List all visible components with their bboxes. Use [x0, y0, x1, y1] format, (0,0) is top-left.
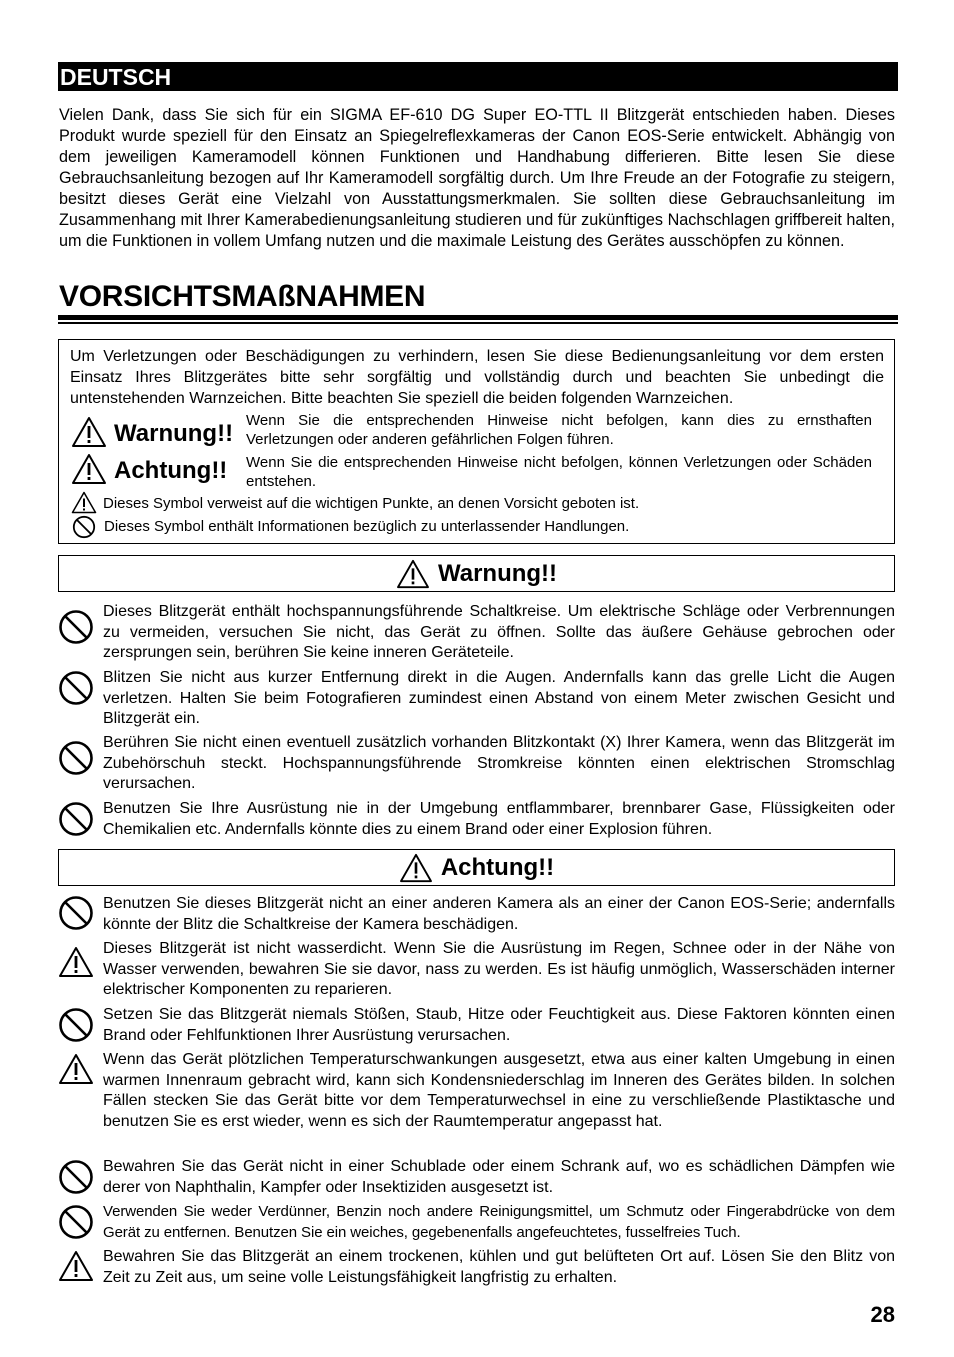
prohibited-icon — [72, 515, 96, 539]
caution-item-3: Setzen Sie das Blitzgerät niemals Stößen, Staub, Hitze oder Feuchtigkeit aus. Diese Faktoren könnten einen Brand oder Fehlfunktionen Ihrer Ausrüstung verursachen. — [103, 1006, 895, 1044]
warning-item-1: Dieses Blitzgerät enthält hochspannungsführende Schaltkreise. Um elektrische Schläge oder Verbrennungen zu vermeiden, versuchen Sie nicht, das Gerät zu öffnen. Sollte das äußere Gehäuse gebrochen oder zersprungen sein, berühren Sie keine inneren Geräteteile. — [103, 603, 895, 661]
prohibited-icon — [58, 670, 94, 706]
warning-section-label: Warnung!! — [437, 559, 558, 587]
caution-item-4: Wenn das Gerät plötzlichen Temperaturschwankungen ausgesetzt, etwa aus einer kalten Umgebung in einen warmen Innenraum gebracht wird, kann sich Kondensniederschlag im Inneren des Gerätes bilden. In solchen Fällen stecken Sie das Gerät bitte vor dem Temperaturwechsel in eine zu verschließende Plastiktasche und benutzen Sie es erst wieder, wenn es sich der Raumtemperatur angepasst hat. — [103, 1051, 895, 1130]
warning-section-header — [58, 555, 895, 592]
title-rule-thick — [58, 315, 898, 320]
prohibited-icon — [58, 1007, 94, 1043]
caution-level-label: Achtung!! — [114, 457, 228, 484]
warning-triangle-icon — [58, 1250, 94, 1282]
prohibited-icon — [58, 895, 94, 931]
prohibited-icon — [58, 740, 94, 776]
prohibited-icon — [58, 609, 94, 645]
prohibited-icon — [58, 1159, 94, 1195]
prohibited-icon — [58, 801, 94, 837]
caution-section-label: Achtung!! — [440, 853, 555, 881]
caution-level-desc: Wenn Sie die entsprechenden Hinweise nicht befolgen, können Verletzungen oder Schäden entstehen. — [246, 454, 872, 490]
caution-item-6: Verwenden Sie weder Verdünner, Benzin noch andere Reinigungsmittel, um Schmutz oder Fingerabdrücke von dem Gerät zu entfernen. Benutzen Sie ein weiches, gegebenenfalls angefeuchtetes, fusselfreies Tuch. — [103, 1203, 895, 1241]
warning-triangle-icon — [399, 853, 433, 883]
prohibited-icon — [58, 1204, 94, 1240]
warning-triangle-icon — [71, 416, 107, 448]
warning-triangle-icon — [58, 1053, 94, 1085]
notice-text: Um Verletzungen oder Beschädigungen zu verhindern, lesen Sie diese Bedienungsanleitung vor dem ersten Einsatz Ihres Blitzgerätes bitte sehr sorgfältig und vollständig durch und beachten Sie unbedingt die untenstehenden Warnzeichen. Bitte beachten Sie speziell die beiden folgenden Warnzeichen. — [70, 348, 884, 407]
caution-item-7: Bewahren Sie das Blitzgerät an einem trockenen, kühlen und gut belüfteten Ort auf. Lösen Sie den Blitz von Zeit zu Zeit aus, um seine volle Leistungsfähigkeit langfristig zu erhalten. — [103, 1248, 895, 1286]
warning-triangle-icon — [396, 559, 430, 589]
caution-item-1: Benutzen Sie dieses Blitzgerät nicht an einer anderen Kamera als an einer der Canon EOS-Serie; andernfalls könnte der Blitz die Schaltkreise der Kamera beschädigen. — [103, 895, 895, 933]
language-header: DEUTSCH — [58, 62, 898, 91]
warning-item-4: Benutzen Sie Ihre Ausrüstung nie in der Umgebung entflammbarer, brennbarer Gase, Flüssigkeiten oder Chemikalien etc. Andernfalls könnte dies zu einem Brand oder einer Explosion führen. — [103, 800, 895, 838]
warning-item-3: Berühren Sie nicht einen eventuell zusätzlich vorhanden Blitzkontakt (X) Ihrer Kamera, wenn das Blitzgerät im Zubehörschuh steckt. Hochspannungsführende Stromkreise könnten einen elektrischen Stromschlag verursachen. — [103, 734, 895, 792]
warning-level-desc: Wenn Sie die entsprechenden Hinweise nicht befolgen, kann dies zu ernsthaften Verletzungen oder anderen gefährlichen Folgen führen. — [246, 412, 872, 448]
caution-section-header — [58, 849, 895, 886]
intro-paragraph: Vielen Dank, dass Sie sich für ein SIGMA EF-610 DG Super EO-TTL II Blitzgerät entschieden haben. Dieses Produkt wurde speziell für den Einsatz an Spiegelreflexkameras der Canon EOS-Serie entwickelt. Abhängig von dem jeweiligen Kameramodell können Funktionen und Handhabung differieren. Bitte lesen Sie diese Gebrauchsanleitung bezogen auf Ihr Kameramodell sorgfältig durch. Um Ihre Freude an der Fotografie zu steigern, besitzt dieses Gerät eine Vielzahl von Ausstattungsmerkmalen. Sie sollten diese Gebrauchsanleitung im Zusammenhang mit Ihrer Kamerabedienungsanleitung studieren und für zukünftiges Nachschlagen griffbereit halten, um die Funktionen in vollem Umfang nutzen und die maximale Leistung des Gerätes ausschöpfen zu können. — [59, 106, 895, 250]
caution-item-5: Bewahren Sie das Gerät nicht in einer Schublade oder einem Schrank auf, wo es schädlichen Dämpfen wie derer von Naphthalin, Kampfer oder Insektiziden ausgesetzt ist. — [103, 1158, 895, 1196]
caution-item-2: Dieses Blitzgerät ist nicht wasserdicht. Wenn Sie die Ausrüstung im Regen, Schnee oder in der Nähe von Wasser verwenden, bewahren Sie sie davor, nass zu werden. Es ist häufig unmöglich, Wasserschäden interner elektrischer Komponenten zu reparieren. — [103, 940, 895, 998]
warning-item-2: Blitzen Sie nicht aus kurzer Entfernung direkt in die Augen. Andernfalls kann das grelle Licht die Augen verletzen. Halten Sie beim Fotografieren zumindest einen Abstand von einem Meter zwischen Gesicht und Blitzgerät ein. — [103, 669, 895, 727]
warning-triangle-icon — [71, 453, 107, 485]
warning-triangle-icon — [71, 491, 97, 514]
title-rule-thin — [58, 322, 898, 324]
page-number: 28 — [870, 1302, 895, 1327]
warning-triangle-icon — [58, 946, 94, 978]
triangle-symbol-desc: Dieses Symbol verweist auf die wichtigen Punkte, an denen Vorsicht geboten ist. — [103, 495, 640, 512]
section-title: VORSICHTSMAßNAHMEN — [59, 280, 426, 313]
warning-level-label: Warnung!! — [114, 420, 234, 447]
prohibit-symbol-desc: Dieses Symbol enthält Informationen bezüglich zu unterlassender Handlungen. — [104, 518, 630, 535]
